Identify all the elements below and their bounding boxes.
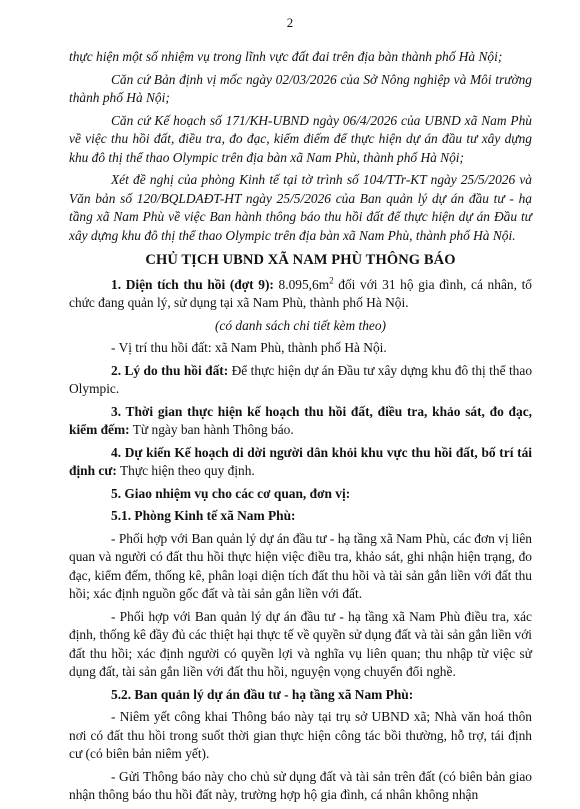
section-1-note: (có danh sách chi tiết kèm theo) <box>214 317 387 333</box>
section-1-sup: 2 <box>329 275 334 286</box>
section-3-paragraph <box>69 403 532 440</box>
section-5-1-item-1: - Phối hợp với Ban quản lý dự án đầu tư - hạ tầng xã Nam Phù, các đơn vị liên quan và người có đất thu hồi thực hiện việc điều tra, khảo sát, ghi nhận hiện trạng, đo đạc, kiểm đếm, thống kê, phân loại diện tích đất thu hồi và tài sản gắn liền với đất thu hồi; xác định nguồn gốc đất và tài sản gắn liền với đất. <box>69 530 532 601</box>
preamble-basis-2: Căn cứ Kế hoạch số 171/KH-UBND ngày 06/4/2026 của UBND xã Nam Phù về việc thu hồi đất, điều tra, đo đạc, kiểm điếm để thực hiện dự án đầu tư xây dựng khu đô thị thể thao Olympic trên địa bàn xã Nam Phù, thành phố Hà Nội; <box>69 112 532 165</box>
section-5-2-label: 5.2. Ban quản lý dự án đầu tư - hạ tầng xã Nam Phù: <box>111 686 414 702</box>
preamble-basis-3: Xét đề nghị của phòng Kinh tế tại tờ trình số 104/TTr-KT ngày 25/5/2026 và Văn bản số 120/BQLDAĐT-HT ngày 25/5/2026 của Ban quản lý dự án đầu tư - hạ tầng xã Nam Phù về việc Ban hành thông báo thu hồi đất để thực hiện dự án Đầu tư xây dựng khu đô thị thể thao Olympic trên địa bàn xã Nam Phù, thành phố Hà Nội. <box>69 172 532 243</box>
section-5-1-label: 5.1. Phòng Kinh tế xã Nam Phù: <box>111 508 296 523</box>
section-2-text: Để thực hiện dự án Đầu tư xây dựng khu đô thị thể thao Olympic. <box>69 362 533 396</box>
section-1-text-b: đối với 31 hộ gia đình, cá nhân, tổ chức đang quản lý, sử dụng tại xã Nam Phù, thành phố Hà Nội. <box>69 276 532 310</box>
section-1-paragraph <box>69 276 532 313</box>
section-1-text-a: 8.095,6m <box>273 276 330 292</box>
section-5-2-item-1: - Niêm yết công khai Thông báo này tại trụ sở UBND xã; Nhà văn hoá thôn nơi có đất thu hồi trong suốt thời gian thực hiện công tác bồi thường, hỗ trợ, tái định cư (có biên bản niêm yết). <box>69 709 532 761</box>
section-4-label: 4. Dự kiến Kế hoạch di dời người dân khỏi khu vực thu hồi đất, bố trí tái định cư: <box>69 444 532 478</box>
section-4-text: Thực hiện theo quy định. <box>116 463 255 478</box>
section-3-text: Từ ngày ban hành Thông báo. <box>129 422 294 437</box>
preamble-continuation: thực hiện một số nhiệm vụ trong lĩnh vực đất đai trên địa bàn thành phố Hà Nội; <box>69 49 503 64</box>
page-number: 2 <box>286 15 294 30</box>
section-5-label: 5. Giao nhiệm vụ cho các cơ quan, đơn vị: <box>111 485 351 501</box>
section-1-label: 1. Diện tích thu hồi (đợt 9): <box>111 276 274 292</box>
document-body <box>69 48 532 809</box>
section-5-2-item-2: - Gửi Thông báo này cho chủ sử dụng đất và tài sản trên đất (có biên bản giao nhận thông báo thu hồi đất này, trường hợp hộ gia đình, cá nhân không nhận <box>69 768 532 802</box>
section-4-paragraph <box>69 444 532 481</box>
section-2-paragraph <box>69 362 532 399</box>
section-5-1-item-2: - Phối hợp với Ban quản lý dự án đầu tư - hạ tầng xã Nam Phù điều tra, xác định, thống kê đầy đủ các thiệt hại thực tế về quyền sử dụng đất và tài sản gắn liền với đất thu hồi; xác định người có quyền lợi và nghĩa vụ liên quan; thu nhập từ việc sử dụng đất, tài sản gắn liền với đất thu hồi, nguyện vọng chuyển đổi nghề. <box>69 608 532 679</box>
section-3-label: 3. Thời gian thực hiện kế hoạch thu hồi đất, điều tra, khảo sát, đo đạc, kiểm đếm: <box>69 403 532 437</box>
section-1-location: - Vị trí thu hồi đất: xã Nam Phù, thành phố Hà Nội. <box>111 340 387 355</box>
section-2-label: 2. Lý do thu hồi đất: <box>111 362 229 378</box>
announcement-heading: CHỦ TỊCH UBND XÃ NAM PHÙ THÔNG BÁO <box>145 252 456 268</box>
preamble-basis-1: Căn cứ Bản định vị mốc ngày 02/03/2026 của Sở Nông nghiệp và Môi trường thành phố Hà Nội; <box>69 71 532 105</box>
